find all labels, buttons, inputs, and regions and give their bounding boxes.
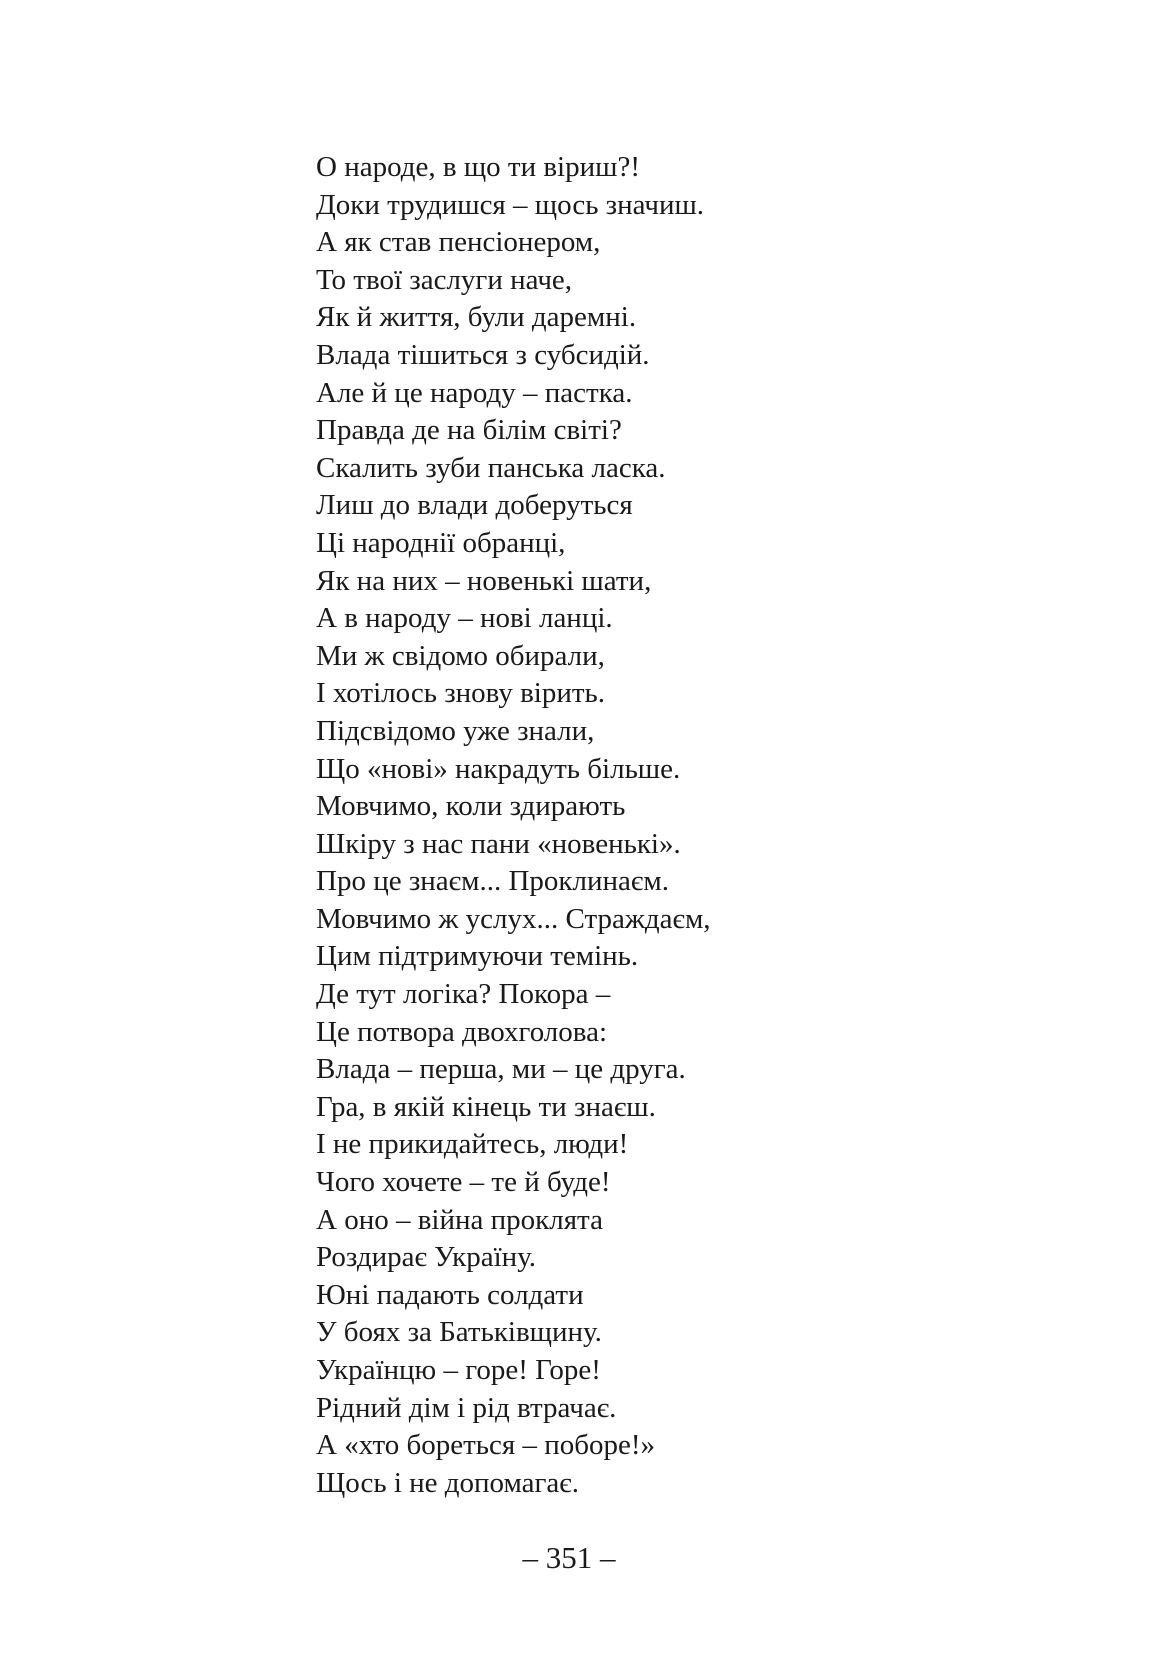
poem-line: То твої заслуги наче, <box>316 263 573 296</box>
poem-line: І не прикидайтесь, люди! <box>316 1128 629 1161</box>
poem-line: Мовчимо, коли здирають <box>316 790 626 823</box>
poem-line: Де тут логіка? Покора – <box>316 978 611 1011</box>
poem-line: Шкіру з нас пани «новенькі». <box>316 827 681 860</box>
poem-line: Чого хочете – те й буде! <box>316 1166 611 1199</box>
poem-line: Юні падають солдати <box>316 1278 584 1311</box>
poem-line: Цим підтримуючи темінь. <box>316 940 639 973</box>
poem-line: Щось і не допомагає. <box>316 1466 579 1499</box>
poem-line: І хотілось знову вірить. <box>316 677 606 710</box>
poem-line: Ці народнії обранці, <box>316 526 566 559</box>
poem-line: Це потвора двохголова: <box>316 1015 608 1048</box>
poem-line: Мовчимо ж услух... Страждаєм, <box>316 902 711 935</box>
poem-line: Українцю – горе! Горе! <box>316 1354 601 1386</box>
poem-line: А оно – війна проклята <box>316 1203 603 1236</box>
page-number: – 351 – <box>522 1540 616 1575</box>
poem-line: Але й це народу – пастка. <box>316 376 633 409</box>
poem-line: Скалить зуби панська ласка. <box>316 451 666 484</box>
poem-line: Роздирає Україну. <box>316 1241 537 1274</box>
poem-line: Як на них – новенькі шати, <box>316 564 652 597</box>
poem-line: Про це знаєм... Проклинаєм. <box>316 865 669 898</box>
poem-line: Влада – перша, ми – це друга. <box>316 1053 686 1086</box>
poem-line: Доки трудишся – щось значиш. <box>316 188 705 221</box>
poem-line: Як й життя, були даремні. <box>316 301 637 334</box>
poem-line: Ми ж свідомо обирали, <box>316 639 605 672</box>
poem-line: А в народу – нові ланці. <box>316 602 613 635</box>
poem-line: Підсвідомо уже знали, <box>316 714 595 747</box>
poem-line: Що «нові» накрадуть більше. <box>316 752 681 785</box>
poem-line: Влада тішиться з субсидій. <box>316 338 650 371</box>
poem-line: Правда де на білім світі? <box>316 414 622 447</box>
poem-line: Гра, в якій кінець ти знаєш. <box>316 1090 656 1123</box>
poem-line: А як став пенсіонером, <box>316 226 601 259</box>
poem-line: Рідний дім і рід втрачає. <box>316 1391 617 1424</box>
poem-line: Лиш до влади доберуться <box>316 489 633 522</box>
poem-line: О народе, в що ти віриш?! <box>316 151 640 183</box>
poem-line: У боях за Батьківщину. <box>316 1316 602 1349</box>
poem-line: А «хто бореться – поборе!» <box>316 1429 656 1462</box>
poem-text <box>316 149 711 1502</box>
